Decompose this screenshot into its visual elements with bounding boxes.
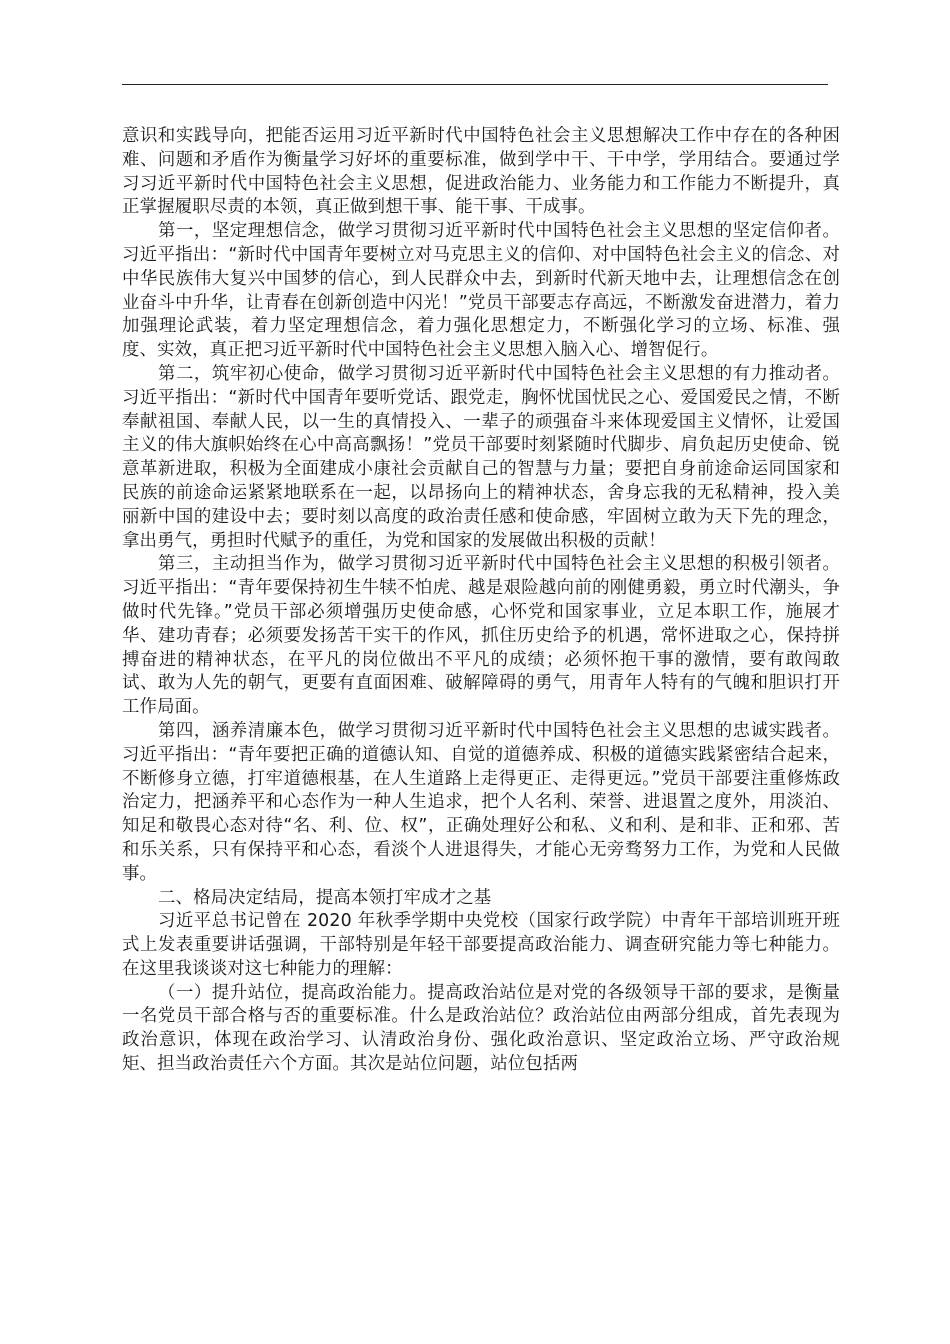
paragraph-point-four: 第四，涵养清廉本色，做学习贯彻习近平新时代中国特色社会主义思想的忠诚实践者。习近平指出：“青年要把正确的道德认知、自觉的道德养成、积极的道德实践紧密结合起来，不断修身立德，打牢道德根基，在人生道路上走得更正、走得更远。”党员干部要注重修炼政治定力，把涵养平和心态作为一种人生追求，把个人名利、荣誉、进退置之度外，用淡泊、知足和敬畏心态对待“名、利、位、权”，正确处理好公和私、义和利、是和非、正和邪、苦和乐关系，只有保持平和心态，看淡个人进退得失，才能心无旁骛努力工作，为党和人民做事。	[122, 720, 840, 884]
paragraph-point-one: 第一，坚定理想信念，做学习贯彻习近平新时代中国特色社会主义思想的坚定信仰者。习近平指出：“新时代中国青年要树立对马克思主义的信仰、对中国特色社会主义的信念、对中华民族伟大复兴中国梦的信心，到人民群众中去，到新时代新天地中去，让理想信念在创业奋斗中升华，让青春在创新创造中闪光！”党员干部要志存高远，不断激发奋进潜力，着力加强理论武装，着力坚定理想信念，着力强化思想定力，不断强化学习的立场、标准、强度、实效，真正把习近平新时代中国特色社会主义思想入脑入心、增智促行。	[122, 221, 840, 361]
paragraph-continuation: 意识和实践导向，把能否运用习近平新时代中国特色社会主义思想解决工作中存在的各种困难、问题和矛盾作为衡量学习好坏的重要标准，做到学中干、干中学，学用结合。要通过学习习近平新时代中国特色社会主义思想，促进政治能力、业务能力和工作能力不断提升，真正掌握履职尽责的本领，真正做到想干事、能干事、干成事。	[122, 126, 840, 218]
header-divider	[122, 84, 828, 85]
paragraph-point-three: 第三，主动担当作为，做学习贯彻习近平新时代中国特色社会主义思想的积极引领者。习近平指出：“青年要保持初生牛犊不怕虎、越是艰险越向前的刚健勇毅，勇立时代潮头，争做时代先锋。”党员干部必须增强历史使命感，心怀党和国家事业，立足本职工作，施展才华、建功青春；必须要发扬苦干实干的作风，抓住历史给予的机遇，常怀进取之心，保持拼搏奋进的精神状态，在平凡的岗位做出不平凡的成绩；必须怀抱干事的激情，要有敢闯敢试、敢为人先的朝气，更要有直面困难、破解障碍的勇气，用青年人特有的气魄和胆识打开工作局面。	[122, 554, 840, 718]
paragraph-seven-abilities-intro: 习近平总书记曾在 2020 年秋季学期中央党校（国家行政学院）中青年干部培训班开班式上发表重要讲话强调，干部特别是年轻干部要提高政治能力、调查研究能力等七种能力。在这里我谈谈对这七种能力的理解：	[122, 911, 840, 979]
section-heading-two: 二、格局决定结局，提高本领打牢成才之基	[158, 887, 492, 908]
document-body	[122, 125, 840, 1077]
paragraph-point-two: 第二，筑牢初心使命，做学习贯彻习近平新时代中国特色社会主义思想的有力推动者。习近平指出：“新时代中国青年要听党话、跟党走，胸怀忧国忧民之心、爱国爱民之情，不断奉献祖国、奉献人民，以一生的真情投入、一辈子的顽强奋斗来体现爱国主义情怀，让爱国主义的伟大旗帜始终在心中高高飘扬！”党员干部要时刻紧随时代脚步、肩负起历史使命、锐意革新进取，积极为全面建成小康社会贡献自己的智慧与力量；要把自身前途命运同国家和民族的前途命运紧紧地联系在一起，以昂扬向上的精神状态，舍身忘我的无私精神，投入美丽新中国的建设中去；要时刻以高度的政治责任感和使命感，牢固树立敢为天下先的理念，拿出勇气，勇担时代赋予的重任，为党和国家的发展做出积极的贡献！	[122, 363, 840, 551]
paragraph-political-ability: （一）提升站位，提高政治能力。提高政治站位是对党的各级领导干部的要求，是衡量一名党员干部合格与否的重要标准。什么是政治站位？政治站位由两部分组成，首先表现为政治意识，体现在政治学习、认清政治身份、强化政治意识、坚定政治立场、严守政治规矩、担当政治责任六个方面。其次是站位问题，站位包括两	[122, 982, 840, 1075]
